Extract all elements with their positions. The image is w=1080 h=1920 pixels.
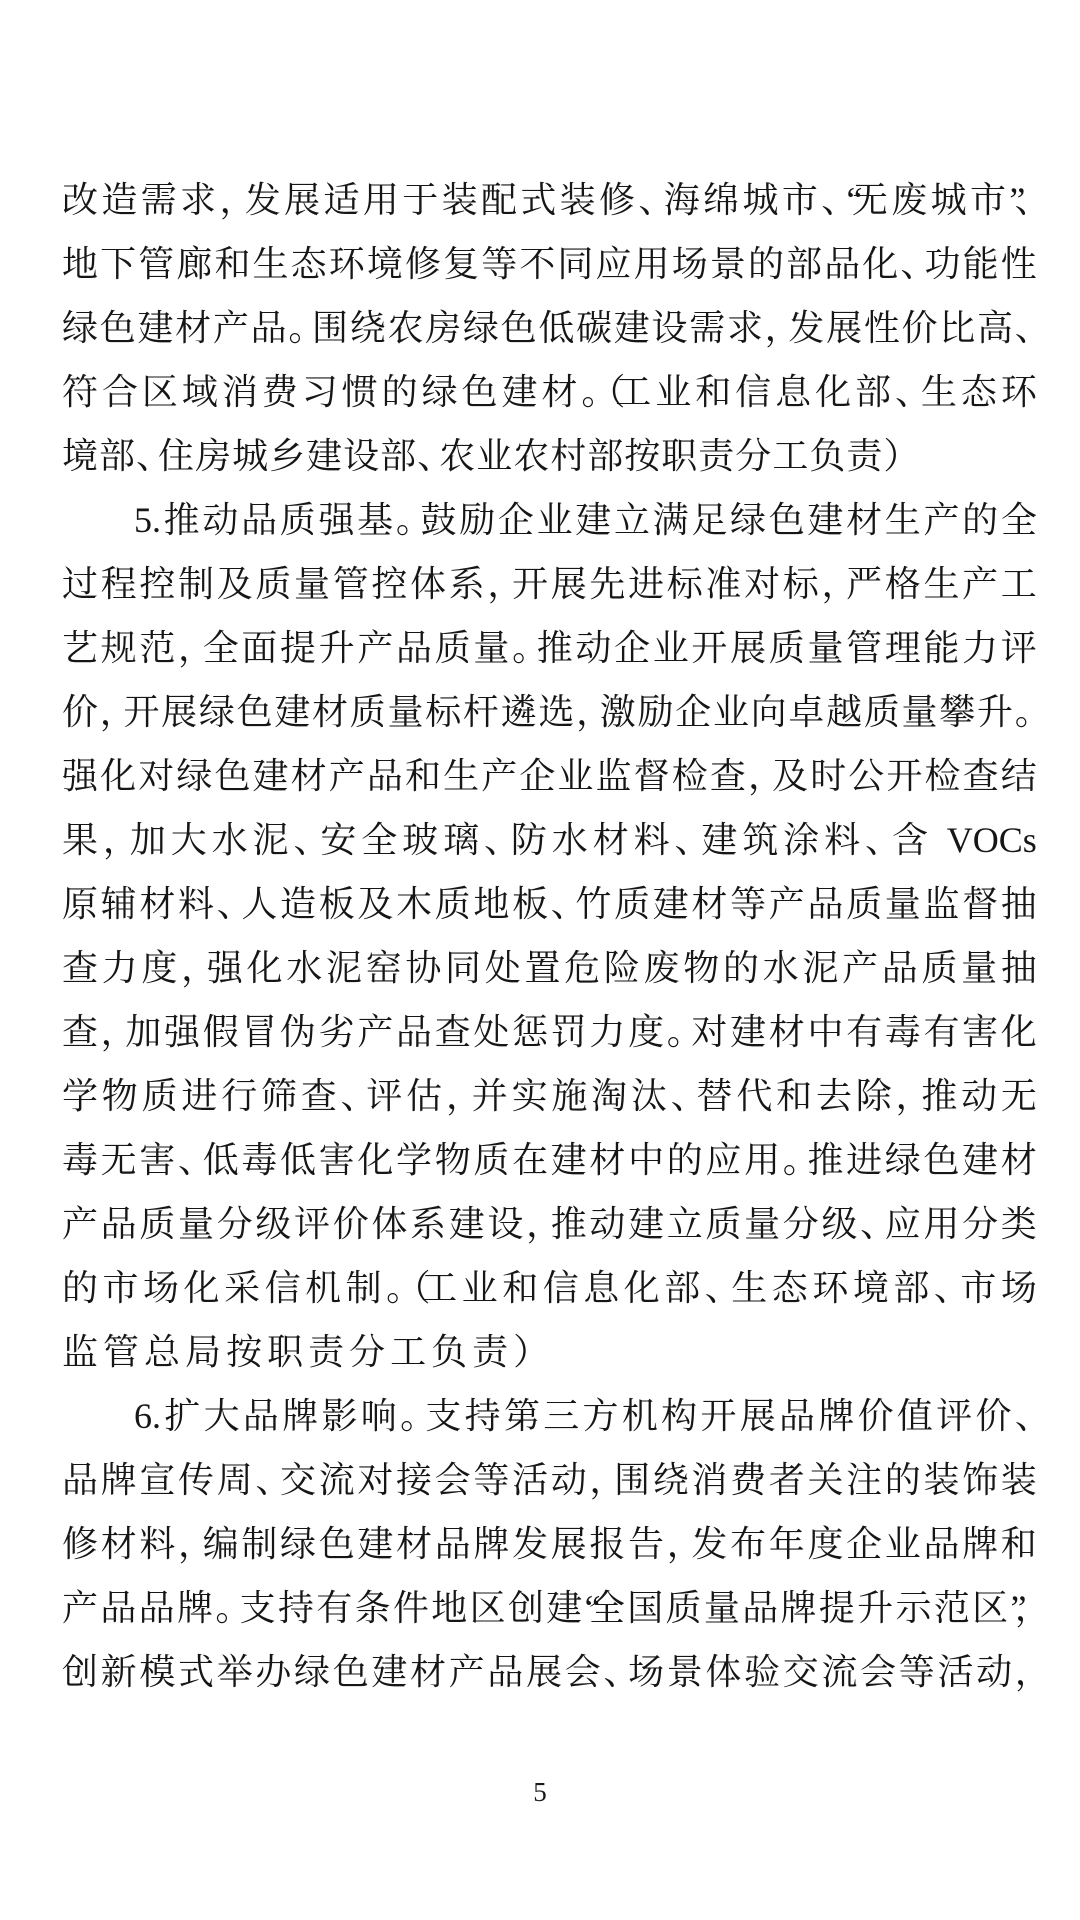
punctuation: 、: [340, 1076, 367, 1116]
punctuation: ，: [576, 692, 600, 732]
text-line: 查，加强假冒伪劣产品查处惩罚力度。对建材中有毒有害化: [62, 1012, 1037, 1052]
body-text: [62, 168, 1037, 1704]
punctuation: 。: [581, 372, 608, 412]
punctuation: ，: [178, 628, 203, 668]
text-line: 改造需求，发展适用于装配式装修、海绵城市、“无废城市”、: [62, 180, 1037, 220]
text-line: 产品质量分级评价体系建设，推动建立质量分级、应用分类: [62, 1204, 1037, 1244]
punctuation: 。: [395, 500, 421, 540]
text-line: 地下管廊和生态环境修复等不同应用场景的部品化、功能性: [62, 244, 1037, 284]
text-line: 6.扩大品牌影响。支持第三方机构开展品牌价值评价、: [134, 1396, 1037, 1436]
punctuation: 、: [638, 180, 664, 220]
punctuation: 、: [255, 1460, 281, 1500]
punctuation: 。: [782, 1140, 808, 1180]
punctuation: ，: [1012, 1588, 1037, 1628]
text-line: 艺规范，全面提升产品质量。推动企业开展质量管理能力评: [62, 628, 1037, 668]
text-line: 符合区域消费习惯的绿色建材。（工业和信息化部、生态环: [62, 372, 1037, 412]
punctuation: 、: [821, 180, 847, 220]
punctuation: 、: [704, 1268, 732, 1308]
punctuation: 、: [417, 436, 440, 476]
punctuation: 。: [288, 308, 313, 348]
punctuation: “: [846, 180, 849, 220]
text-line: 5.推动品质强基。鼓励企业建立满足绿色建材生产的全: [134, 500, 1037, 540]
punctuation: “: [584, 1588, 587, 1628]
punctuation: ，: [895, 1076, 922, 1116]
text-line: 的市场化采信机制。（工业和信息化部、生态环境部、市场: [62, 1268, 1037, 1308]
text-line: 修材料，编制绿色建材品牌发展报告，发布年度企业品牌和: [62, 1524, 1037, 1564]
punctuation: （: [607, 372, 616, 412]
punctuation: ，: [764, 308, 789, 348]
punctuation: 、: [216, 884, 242, 924]
punctuation: 、: [550, 884, 576, 924]
punctuation: ”: [1009, 180, 1012, 220]
punctuation: 。: [666, 1012, 692, 1052]
punctuation: 。: [1014, 692, 1037, 732]
punctuation: 、: [674, 820, 702, 860]
punctuation: ，: [1014, 1652, 1037, 1692]
text-line: 创新模式举办绿色建材产品展会、场景体验交流会等活动，: [62, 1652, 1037, 1692]
punctuation: ，: [666, 1524, 692, 1564]
text-line: 绿色建材产品。围绕农房绿色低碳建设需求，发展性价比高、: [62, 308, 1037, 348]
punctuation: 。: [400, 1396, 426, 1436]
punctuation: 。: [512, 628, 537, 668]
punctuation: 、: [293, 820, 321, 860]
punctuation: ，: [99, 692, 124, 732]
text-line: 果，加大水泥、安全玻璃、防水材料、建筑涂料、含 VOCs: [62, 820, 1037, 860]
punctuation: ，: [445, 1076, 472, 1116]
punctuation: 、: [1011, 180, 1037, 220]
text-line: 查力度，强化水泥窑协同处置危险废物的水泥产品质量抽: [62, 948, 1037, 988]
punctuation: ，: [102, 820, 130, 860]
text-line: 过程控制及质量管控体系，开展先进标准对标，严格生产工: [62, 564, 1037, 604]
punctuation: ，: [100, 1012, 126, 1052]
punctuation: ）: [513, 1332, 536, 1372]
punctuation: ）: [883, 436, 906, 476]
punctuation: 、: [894, 372, 921, 412]
punctuation: ，: [219, 180, 245, 220]
punctuation: 、: [178, 1140, 203, 1180]
punctuation: ，: [821, 564, 847, 604]
punctuation: 、: [483, 820, 511, 860]
text-line: 价，开展绿色建材质量标杆遴选，激励企业向卓越质量攀升。: [62, 692, 1037, 732]
punctuation: ，: [589, 1460, 615, 1500]
text-line: 强化对绿色建材产品和生产企业监督检查，及时公开检查结: [62, 756, 1037, 796]
punctuation: 。: [386, 1268, 413, 1308]
text-line: 监管总局按职责分工负责）: [62, 1332, 536, 1372]
punctuation: 。: [215, 1588, 240, 1628]
punctuation: 、: [860, 1204, 885, 1244]
punctuation: 、: [865, 820, 892, 860]
punctuation: ，: [487, 564, 513, 604]
punctuation: 、: [933, 1268, 961, 1308]
punctuation: ，: [181, 948, 207, 988]
punctuation: ，: [747, 756, 773, 796]
page-number: 5: [533, 1777, 547, 1807]
text-line: 毒无害、低毒低害化学物质在建材中的应用。推进绿色建材: [62, 1140, 1037, 1180]
text-line: 品牌宣传周、交流对接会等活动，围绕消费者关注的装饰装: [62, 1460, 1037, 1500]
punctuation: 、: [900, 244, 925, 284]
punctuation: 、: [1014, 1396, 1037, 1436]
punctuation: 、: [670, 1076, 697, 1116]
punctuation: 、: [603, 1652, 629, 1692]
punctuation: ”: [1010, 1588, 1013, 1628]
punctuation: 、: [1014, 308, 1037, 348]
punctuation: ，: [526, 1204, 551, 1244]
punctuation: （: [412, 1268, 422, 1308]
text-line: 原辅材料、人造板及木质地板、竹质建材等产品质量监督抽: [62, 884, 1037, 924]
text-line: 学物质进行筛查、评估，并实施淘汰、替代和去除，推动无: [62, 1076, 1037, 1116]
text-line: 产品品牌。支持有条件地区创建“全国质量品牌提升示范区”，: [62, 1588, 1037, 1628]
punctuation: ，: [178, 1524, 203, 1564]
punctuation: 、: [136, 436, 159, 476]
text-line: 境部、住房城乡建设部、农业农村部按职责分工负责）: [62, 436, 906, 476]
